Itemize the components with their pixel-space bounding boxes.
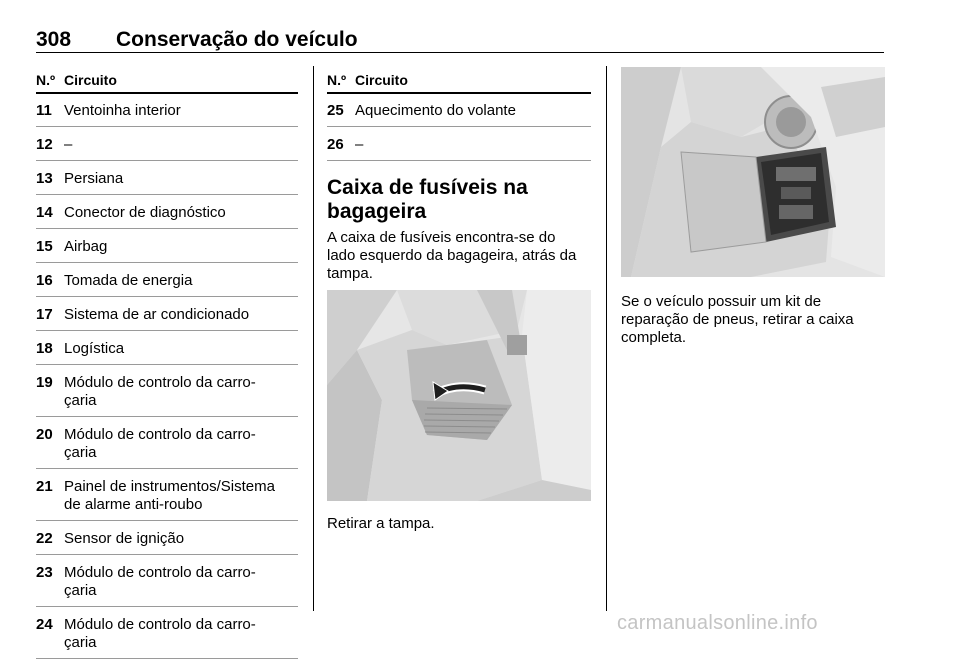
circuit-name — [64, 102, 181, 120]
circuit-name-line: Tomada de energia — [64, 272, 193, 289]
trunk-cover-illustration — [327, 290, 591, 501]
circuit-name — [64, 564, 256, 600]
circuit-name-line: çaria — [64, 392, 97, 409]
circuit-name-line: Airbag — [64, 238, 108, 255]
row-separator — [327, 160, 591, 161]
fuse-number: 20 — [36, 426, 53, 443]
paragraph-line: Se o veículo possuir um kit de — [621, 293, 822, 310]
row-separator — [36, 606, 298, 607]
row-separator — [36, 194, 298, 195]
fuse-table-right — [327, 66, 591, 166]
fuse-number: 17 — [36, 306, 53, 323]
section-heading-line: bagageira — [327, 200, 427, 223]
circuit-name — [64, 616, 256, 652]
circuit-name — [64, 530, 184, 548]
row-separator — [327, 126, 591, 127]
circuit-name-line: Logística — [64, 340, 125, 357]
circuit-name-line: Ventoinha interior — [64, 102, 181, 119]
row-separator — [36, 364, 298, 365]
circuit-name-line: – — [355, 136, 364, 153]
circuit-name — [64, 170, 123, 188]
fuse-number: 16 — [36, 272, 53, 289]
circuit-name-line: Aquecimento do volante — [355, 102, 516, 119]
circuit-name-line: Módulo de controlo da carro- — [64, 564, 256, 581]
fuse-number: 11 — [36, 102, 52, 119]
circuit-name-line: Módulo de controlo da carro- — [64, 426, 256, 443]
circuit-name — [355, 136, 363, 154]
circuit-name — [64, 136, 72, 154]
row-separator — [36, 160, 298, 161]
table-header — [327, 66, 591, 94]
section-heading — [327, 176, 528, 224]
circuit-name — [64, 306, 249, 324]
circuit-name-line: – — [64, 136, 73, 153]
page-number: 308 — [36, 28, 72, 51]
fuse-number: 23 — [36, 564, 53, 581]
row-separator — [36, 416, 298, 417]
circuit-name-line: çaria — [64, 444, 97, 461]
fuse-number: 14 — [36, 204, 53, 221]
circuit-name-line: de alarme anti-roubo — [64, 496, 203, 513]
fuse-table-left — [36, 66, 298, 651]
page-title: Conservação do veículo — [116, 28, 358, 51]
page-header — [36, 28, 884, 52]
circuit-name-line: Módulo de controlo da carro- — [64, 616, 256, 633]
col-circuit-header: Circuito — [64, 72, 117, 88]
circuit-name — [64, 272, 192, 290]
paragraph-line: A caixa de fusíveis encontra-se do — [327, 229, 556, 246]
row-separator — [36, 330, 298, 331]
col-number-header: N.º — [327, 72, 347, 88]
watermark: carmanualsonline.info — [617, 612, 818, 634]
row-separator — [36, 262, 298, 263]
circuit-name — [64, 374, 256, 410]
circuit-name-line: Conector de diagnóstico — [64, 204, 226, 221]
col-number-header: N.º — [36, 72, 56, 88]
circuit-name — [64, 478, 275, 514]
fuse-number: 26 — [327, 136, 344, 153]
section-heading-line: Caixa de fusíveis na — [327, 176, 528, 199]
circuit-name — [64, 238, 107, 256]
header-rule — [36, 52, 884, 53]
circuit-name — [64, 204, 226, 222]
fuse-number: 19 — [36, 374, 53, 391]
column-separator-1 — [313, 66, 314, 611]
circuit-name — [355, 102, 516, 120]
row-separator — [36, 468, 298, 469]
circuit-name-line: Sistema de ar condicionado — [64, 306, 250, 323]
fuse-number: 22 — [36, 530, 53, 547]
fuse-number: 15 — [36, 238, 53, 255]
fuse-number: 24 — [36, 616, 53, 633]
circuit-name-line: Módulo de controlo da carro- — [64, 374, 256, 391]
row-separator — [36, 296, 298, 297]
circuit-name-line: çaria — [64, 634, 97, 651]
paragraph-line: tampa. — [327, 265, 373, 282]
circuit-name-line: Painel de instrumentos/Sistema — [64, 478, 275, 495]
fuse-number: 13 — [36, 170, 53, 187]
paragraph-line: completa. — [621, 329, 687, 346]
fuse-number: 25 — [327, 102, 344, 119]
fuse-number: 12 — [36, 136, 53, 153]
fuse-number: 21 — [36, 478, 53, 495]
row-separator — [36, 126, 298, 127]
paragraph-line: reparação de pneus, retirar a caixa — [621, 311, 854, 328]
fuse-box-illustration — [621, 67, 885, 277]
circuit-name-line: Persiana — [64, 170, 124, 187]
caption-cover: Retirar a tampa. — [327, 515, 435, 532]
caption-kit — [621, 293, 854, 347]
row-separator — [36, 228, 298, 229]
circuit-name-line: Sensor de ignição — [64, 530, 185, 547]
table-header — [36, 66, 298, 94]
col-circuit-header: Circuito — [355, 72, 408, 88]
circuit-name — [64, 426, 256, 462]
circuit-name-line: çaria — [64, 582, 97, 599]
column-separator-2 — [606, 66, 607, 611]
circuit-name — [64, 340, 124, 358]
row-separator — [36, 520, 298, 521]
paragraph-line: lado esquerdo da bagageira, atrás da — [327, 247, 577, 264]
intro-paragraph — [327, 229, 576, 283]
row-separator — [36, 554, 298, 555]
fuse-number: 18 — [36, 340, 53, 357]
